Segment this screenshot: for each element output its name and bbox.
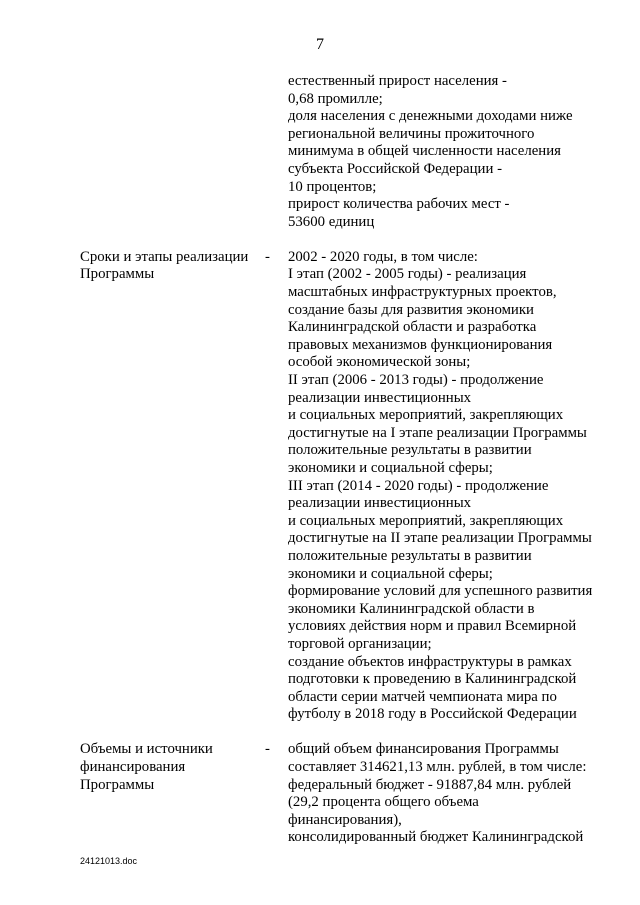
row-content-line: условиях действия норм и правил Всемирной bbox=[288, 618, 577, 635]
row-label-line: Сроки и этапы реализации bbox=[80, 248, 249, 265]
row-content-line: доля населения с денежными доходами ниже bbox=[288, 108, 573, 125]
row-content-line: составляет 314621,13 млн. рублей, в том числе: bbox=[288, 758, 587, 775]
row-content-line: правовых механизмов функционирования bbox=[288, 336, 553, 353]
row-label bbox=[80, 741, 265, 794]
row-content bbox=[288, 249, 600, 724]
row-content-line: достигнутые на II этапе реализации Программы bbox=[288, 530, 592, 547]
row-content-line: реализации инвестиционных bbox=[288, 495, 472, 512]
row-content-line: достигнутые на I этапе реализации Программы bbox=[288, 424, 587, 441]
row-content-line: футболу в 2018 году в Российской Федерации bbox=[288, 706, 577, 723]
row-content-line: 53600 единиц bbox=[288, 213, 375, 230]
file-name-footer: 24121013.doc bbox=[80, 856, 138, 866]
row-content-line: II этап (2006 - 2013 годы) - продолжение bbox=[288, 372, 544, 388]
row-content-line: торговой организации; bbox=[288, 635, 432, 652]
row-content-line: положительные результаты в развитии bbox=[288, 442, 532, 459]
row-content-line: особой экономической зоны; bbox=[288, 354, 471, 371]
passport-row bbox=[80, 73, 600, 231]
row-content-line: 0,68 промилле; bbox=[288, 90, 383, 107]
row-content-line: субъекта Российской Федерации - bbox=[288, 160, 502, 177]
row-content-line: создание объектов инфраструктуры в рамках bbox=[288, 653, 572, 670]
passport-row bbox=[80, 741, 600, 847]
row-content-line: подготовки к проведению в Калининградской bbox=[288, 671, 577, 688]
row-content-line: прирост количества рабочих мест - bbox=[288, 196, 510, 213]
row-label bbox=[80, 249, 265, 284]
row-content-line: (29,2 процента общего объема bbox=[288, 794, 479, 811]
row-dash: - bbox=[265, 741, 270, 758]
row-content-line: реализации инвестиционных bbox=[288, 389, 472, 406]
row-content-line: общий объем финансирования Программы bbox=[288, 741, 559, 758]
page-number: 7 bbox=[316, 36, 324, 53]
row-label-line: Объемы и источники bbox=[80, 741, 213, 758]
row-content-line: области серии матчей чемпионата мира по bbox=[288, 688, 557, 705]
row-content-line: I этап (2002 - 2005 годы) - реализация bbox=[288, 266, 527, 283]
row-content-line: консолидированный бюджет Калининградской bbox=[288, 829, 584, 846]
row-content-line: естественный прирост населения - bbox=[288, 73, 507, 89]
row-dash: - bbox=[265, 248, 270, 265]
row-content-line: создание базы для развития экономики bbox=[288, 301, 534, 318]
row-content bbox=[288, 73, 600, 231]
row-content-line: минимума в общей численности населения bbox=[288, 143, 561, 160]
row-label-line: финансирования bbox=[80, 758, 186, 775]
row-content-line: финансирования), bbox=[288, 811, 402, 828]
row-content-line: и социальных мероприятий, закрепляющих bbox=[288, 512, 564, 529]
row-content-line: экономики и социальной сферы; bbox=[288, 565, 493, 582]
row-content-line: 2002 - 2020 годы, в том числе: bbox=[288, 248, 478, 265]
row-content-line: федеральный бюджет - 91887,84 млн. рублей bbox=[288, 776, 572, 793]
row-content-line: масштабных инфраструктурных проектов, bbox=[288, 284, 557, 301]
row-content-line: экономики и социальной сферы; bbox=[288, 459, 493, 476]
row-content-line: региональной величины прожиточного bbox=[288, 125, 535, 142]
row-content-line: положительные результаты в развитии bbox=[288, 547, 532, 564]
row-content-line: экономики Калининградской области в bbox=[288, 600, 535, 617]
row-label-line: Программы bbox=[80, 266, 155, 283]
row-content-line: формирование условий для успешного развития bbox=[288, 583, 593, 600]
row-content bbox=[288, 741, 600, 847]
program-passport-table bbox=[80, 73, 600, 847]
passport-row bbox=[80, 249, 600, 724]
row-content-line: 10 процентов; bbox=[288, 178, 377, 195]
row-content-line: и социальных мероприятий, закрепляющих bbox=[288, 407, 564, 424]
row-label-line: Программы bbox=[80, 776, 155, 793]
row-content-line: Калининградской области и разработка bbox=[288, 319, 537, 336]
row-content-line: III этап (2014 - 2020 годы) - продолжение bbox=[288, 477, 549, 494]
